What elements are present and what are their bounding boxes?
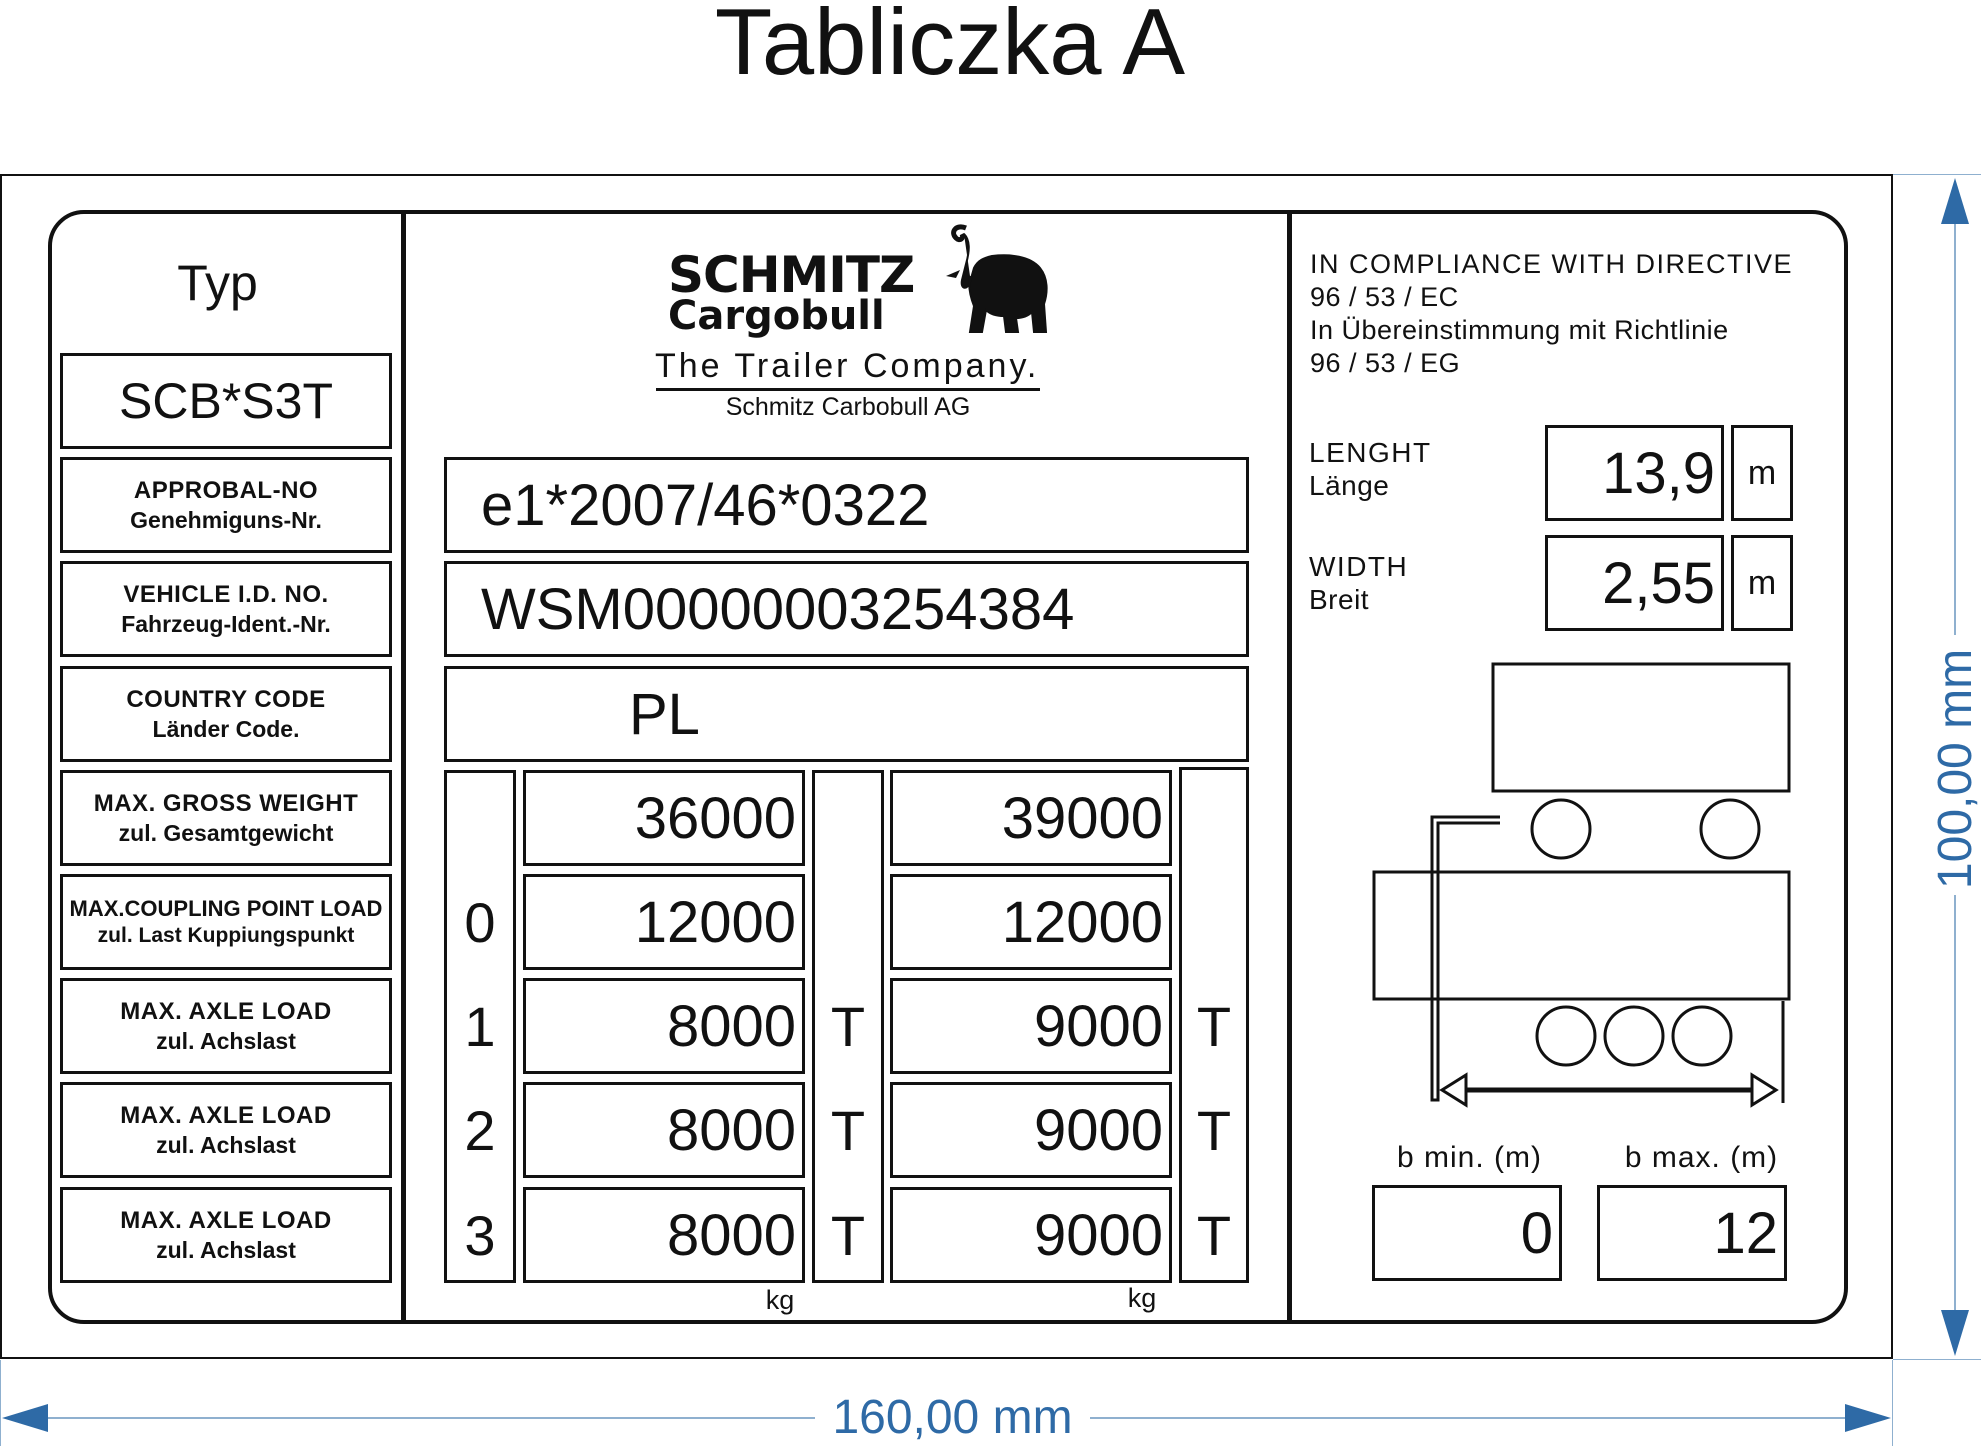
country-code: PL — [629, 681, 700, 747]
value-text: 8000 — [666, 1097, 796, 1163]
dim-height-text: 100,00 mm — [1928, 648, 1981, 890]
t-mark: T — [1196, 1203, 1232, 1267]
label-en: MAX. AXLE LOAD — [120, 1101, 332, 1129]
axle-load-2-label-box — [60, 1082, 392, 1178]
axle-3-value-2 — [890, 1187, 1172, 1283]
label-en: VEHICLE I.D. NO. — [123, 580, 329, 608]
axle-1-value-2 — [890, 978, 1172, 1074]
label-de: zul. Achslast — [156, 1236, 296, 1263]
company-name: Schmitz Carbobull AG — [725, 393, 971, 421]
length-unit: m — [1747, 453, 1777, 492]
axle-index: 3 — [464, 1203, 496, 1267]
bmin-value-box — [1372, 1185, 1562, 1281]
dim-arrow-down-icon — [1939, 1308, 1971, 1358]
label-de: zul. Achslast — [156, 1027, 296, 1054]
approval-label-box — [60, 457, 392, 553]
label-en: MAX. AXLE LOAD — [120, 997, 332, 1025]
dim-arrow-right-icon — [1843, 1402, 1893, 1434]
dim-extension-top — [1893, 174, 1981, 175]
typ-value: SCB*S3T — [119, 373, 333, 429]
brand-name: SCHMITZ — [668, 246, 915, 304]
bmax-value-box — [1597, 1185, 1787, 1281]
axle-1-value-1 — [523, 978, 805, 1074]
dim-line-vertical-top — [1954, 215, 1956, 635]
drawbar-icon — [1432, 817, 1500, 1100]
axle-3-value-1 — [523, 1187, 805, 1283]
country-label-box — [60, 666, 392, 762]
wheel-icon — [1532, 800, 1590, 858]
wheel-icon — [1673, 1007, 1731, 1065]
bmax-label: b max. (m) — [1624, 1141, 1779, 1174]
dim-line-horizontal-right — [1090, 1417, 1855, 1419]
bmin-value: 0 — [1520, 1200, 1553, 1266]
value-text: 36000 — [634, 785, 796, 851]
coupling-load-label-box — [60, 874, 392, 970]
axle-index: 2 — [464, 1098, 496, 1162]
dim-line-horizontal-left — [40, 1417, 815, 1419]
approval-no: e1*2007/46*0322 — [481, 472, 930, 538]
label-de: zul. Last Kuppiungspunkt — [97, 923, 355, 947]
label-en: APPROBAL-NO — [133, 476, 319, 504]
label-en: MAX. AXLE LOAD — [120, 1206, 332, 1234]
page-title: Tabliczka A — [714, 0, 1186, 94]
length-value-box — [1545, 425, 1724, 521]
length-unit-box — [1731, 425, 1793, 521]
length-label-de: Länge — [1309, 470, 1390, 501]
t-mark: T — [830, 1203, 866, 1267]
brand-subname: Cargobull — [668, 293, 885, 339]
divider-left — [401, 210, 406, 1324]
wheel-icon — [1537, 1007, 1595, 1065]
bmin-label: b min. (m) — [1397, 1141, 1542, 1174]
width-value: 2,55 — [1602, 551, 1715, 616]
label-de: Genehmiguns-Nr. — [130, 506, 322, 533]
t-mark: T — [830, 1098, 866, 1162]
directive-line: 96 / 53 / EG — [1310, 348, 1461, 378]
directive-line: IN COMPLIANCE WITH DIRECTIVE — [1310, 249, 1794, 279]
gross-weight-value-1 — [523, 770, 805, 866]
dim-width-text: 160,00 mm — [832, 1390, 1073, 1444]
typ-label: Typ — [177, 254, 258, 311]
label-de: Fahrzeug-Ident.-Nr. — [121, 610, 331, 637]
country-code-box — [444, 666, 1249, 762]
value-text: 39000 — [1001, 785, 1163, 851]
width-value-box — [1545, 535, 1724, 631]
value-text: 12000 — [1001, 889, 1163, 955]
label-en: MAX. GROSS WEIGHT — [93, 789, 359, 817]
unit-kg-2: kg — [1127, 1282, 1157, 1313]
directive-text — [1310, 248, 1830, 380]
bmax-value: 12 — [1713, 1200, 1778, 1266]
elephant-icon — [926, 220, 1056, 340]
label-de: zul. Gesamtgewicht — [118, 819, 334, 846]
axle-index: 0 — [464, 890, 496, 954]
length-value: 13,9 — [1602, 441, 1715, 506]
axle-2-value-2 — [890, 1082, 1172, 1178]
slogan: The Trailer Company. — [655, 347, 1040, 385]
label-en: COUNTRY CODE — [126, 685, 326, 713]
coupling-load-value-1 — [523, 874, 805, 970]
t-mark: T — [830, 994, 866, 1058]
value-text: 12000 — [634, 889, 796, 955]
t-mark: T — [1196, 994, 1232, 1058]
gross-weight-value-2 — [890, 770, 1172, 866]
length-label — [1309, 436, 1432, 502]
directive-line: In Übereinstimmung mit Richtlinie — [1310, 315, 1729, 345]
axle-load-3-label-box — [60, 1187, 392, 1283]
value-text: 9000 — [1033, 993, 1163, 1059]
value-text: 9000 — [1033, 1097, 1163, 1163]
width-unit: m — [1747, 563, 1777, 602]
label-de: zul. Achslast — [156, 1131, 296, 1158]
axle-2-value-1 — [523, 1082, 805, 1178]
label-en: MAX.COUPLING POINT LOAD — [69, 896, 383, 922]
unit-kg-1: kg — [765, 1284, 795, 1315]
width-label — [1309, 550, 1408, 616]
dim-line-vertical-bottom — [1954, 895, 1956, 1320]
value-text: 8000 — [666, 993, 796, 1059]
vin: WSM00000003254384 — [481, 576, 1075, 642]
label-de: Länder Code. — [152, 715, 300, 742]
vin-box — [444, 561, 1249, 657]
vin-label-box — [60, 561, 392, 657]
typ-value-box — [60, 353, 392, 449]
width-unit-box — [1731, 535, 1793, 631]
dim-arrow-left-icon — [0, 1402, 50, 1434]
divider-right — [1287, 210, 1292, 1324]
value-text: 8000 — [666, 1202, 796, 1268]
approval-no-box — [444, 457, 1249, 553]
gross-weight-label-box — [60, 770, 392, 866]
brand-logo — [655, 220, 1060, 385]
t-mark: T — [1196, 1098, 1232, 1162]
trailer-diagram — [1360, 655, 1810, 1115]
dim-arrow-up-icon — [1939, 176, 1971, 226]
tractor-body-icon — [1493, 664, 1789, 791]
length-label-en: LENGHT — [1309, 437, 1432, 468]
width-label-de: Breit — [1309, 584, 1370, 615]
wheel-icon — [1701, 800, 1759, 858]
dim-extension-bottom — [1893, 1359, 1981, 1360]
axle-index: 1 — [464, 994, 496, 1058]
coupling-load-value-2 — [890, 874, 1172, 970]
value-text: 9000 — [1033, 1202, 1163, 1268]
arrow-right-icon — [1752, 1075, 1776, 1105]
directive-line: 96 / 53 / EC — [1310, 282, 1459, 312]
trailer-body-icon — [1374, 872, 1789, 999]
arrow-left-icon — [1442, 1075, 1466, 1105]
axle-load-1-label-box — [60, 978, 392, 1074]
wheel-icon — [1605, 1007, 1663, 1065]
width-label-en: WIDTH — [1309, 551, 1409, 582]
